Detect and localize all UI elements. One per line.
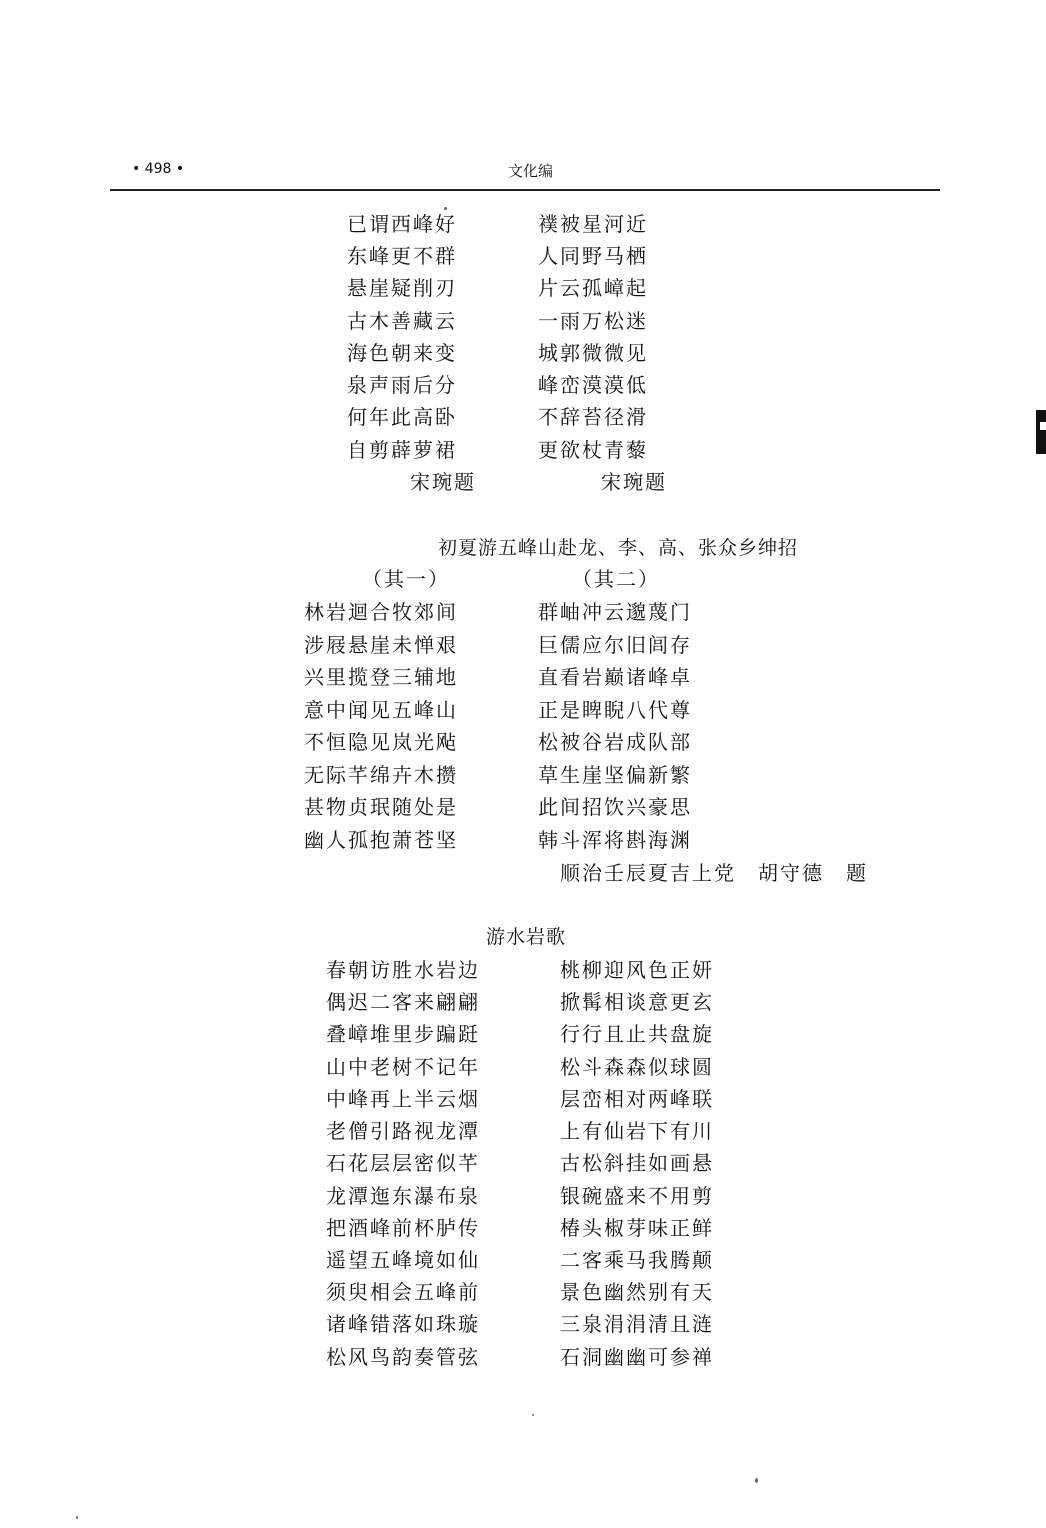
poem1-line: 泉声雨后分 bbox=[347, 373, 457, 397]
poem1-line: 海色朝来变 bbox=[347, 341, 457, 365]
poem3-line: 上有仙岩下有川 bbox=[560, 1119, 714, 1143]
poem3-line: 三泉涓涓清且涟 bbox=[560, 1312, 714, 1336]
poem1-line: 古木善藏云 bbox=[347, 309, 457, 333]
poem2-line: 正是睥睨八代尊 bbox=[538, 698, 692, 722]
poem2-line: 兴里揽登三辅地 bbox=[304, 665, 458, 689]
scan-speck bbox=[532, 1414, 534, 1416]
poem2-line: 不恒隐见岚光飐 bbox=[304, 730, 458, 754]
poem2-line: 无际芊绵卉木攒 bbox=[304, 763, 458, 787]
page-header bbox=[110, 155, 940, 191]
poem2-subtitle: （其二） bbox=[572, 567, 660, 591]
poem3-line: 春朝访胜水岩边 bbox=[326, 958, 480, 982]
page-number: • 498 • bbox=[132, 161, 185, 177]
poem3-line: 石洞幽幽可参禅 bbox=[560, 1345, 714, 1369]
poem2-line: 巨儒应尔旧闾存 bbox=[538, 633, 692, 657]
poem1-line: 一雨万松迷 bbox=[538, 309, 648, 333]
scan-speck bbox=[444, 207, 447, 210]
poem3-line: 石花层层密似芊 bbox=[326, 1151, 480, 1175]
poem1-line: 城郭微微见 bbox=[538, 341, 648, 365]
poem3-line: 诸峰错落如珠璇 bbox=[326, 1312, 480, 1336]
poem3-line: 把酒峰前杯胪传 bbox=[326, 1216, 480, 1240]
poem1-signature: 宋琬题 bbox=[410, 470, 476, 494]
poem1-line: 更欲杖青藜 bbox=[538, 438, 648, 462]
poem2-line: 涉屐悬崖未惮艰 bbox=[304, 633, 458, 657]
poem3-line: 松斗森森似球圆 bbox=[560, 1055, 714, 1079]
poem1-line: 襆被星河近 bbox=[538, 212, 648, 236]
poem3-line: 掀髯相谈意更玄 bbox=[560, 990, 714, 1014]
poem3-line: 龙潭迤东瀑布泉 bbox=[326, 1184, 480, 1208]
poem3-line: 叠嶂堆里步蹁跹 bbox=[326, 1022, 480, 1046]
poem3-line: 行行且止共盘旋 bbox=[560, 1022, 714, 1046]
poem3-title: 游水岩歌 bbox=[486, 926, 567, 948]
poem3-line: 层峦相对两峰联 bbox=[560, 1087, 714, 1111]
poem2-line: 韩斗浑将斟海渊 bbox=[538, 828, 692, 852]
poem1-line: 人同野马栖 bbox=[538, 244, 648, 268]
poem1-line: 自剪薜萝裙 bbox=[347, 438, 457, 462]
poem3-line: 松风鸟韵奏管弦 bbox=[326, 1345, 480, 1369]
scan-speck bbox=[755, 1478, 758, 1483]
poem3-line: 景色幽然别有天 bbox=[560, 1280, 714, 1304]
poem3-line: 中峰再上半云烟 bbox=[326, 1087, 480, 1111]
poem3-line: 山中老树不记年 bbox=[326, 1055, 480, 1079]
poem2-line: 此间招饮兴豪思 bbox=[538, 795, 692, 819]
poem3-line: 银碗盛来不用剪 bbox=[560, 1184, 714, 1208]
poem1-line: 东峰更不群 bbox=[347, 244, 457, 268]
poem3-line: 遥望五峰境如仙 bbox=[326, 1248, 480, 1272]
poem1-signature: 宋琬题 bbox=[601, 470, 667, 494]
poem2-line: 松被谷岩成队部 bbox=[538, 730, 692, 754]
poem2-line: 幽人孤抱萧苍坚 bbox=[304, 828, 458, 852]
edge-tab-mark bbox=[1036, 410, 1046, 454]
poem1-line: 何年此高卧 bbox=[347, 405, 457, 429]
poem2-line: 群岫冲云邈蔑门 bbox=[538, 600, 692, 624]
poem2-line: 林岩迴合牧郊间 bbox=[304, 600, 458, 624]
poem1-line: 峰峦漠漠低 bbox=[538, 373, 648, 397]
scan-speck bbox=[76, 1516, 78, 1519]
running-head: 文化编 bbox=[508, 162, 554, 180]
poem3-line: 桃柳迎风色正妍 bbox=[560, 958, 714, 982]
poem1-line: 悬崖疑削刃 bbox=[347, 276, 457, 300]
poem2-subtitle: （其一） bbox=[362, 567, 450, 591]
poem3-line: 偶迟二客来翩翩 bbox=[326, 990, 480, 1014]
poem2-line: 甚物贞珉随处是 bbox=[304, 795, 458, 819]
poem3-line: 须臾相会五峰前 bbox=[326, 1280, 480, 1304]
poem1-line: 不辞苔径滑 bbox=[538, 405, 648, 429]
poem3-line: 古松斜挂如画悬 bbox=[560, 1151, 714, 1175]
poem3-line: 二客乘马我腾颠 bbox=[560, 1248, 714, 1272]
poem1-line: 片云孤嶂起 bbox=[538, 276, 648, 300]
poem1-line: 已谓西峰好 bbox=[347, 212, 457, 236]
poem3-line: 椿头椒芽味正鲜 bbox=[560, 1216, 714, 1240]
poem2-signature: 顺治壬辰夏吉上党 胡守德 题 bbox=[560, 861, 868, 885]
poem2-title: 初夏游五峰山赴龙、李、高、张众乡绅招 bbox=[438, 537, 799, 559]
poem3-line: 老僧引路视龙潭 bbox=[326, 1119, 480, 1143]
poem2-line: 草生崖坚偏新繁 bbox=[538, 763, 692, 787]
poem2-line: 直看岩巅诸峰卓 bbox=[538, 665, 692, 689]
poem2-line: 意中闻见五峰山 bbox=[304, 698, 458, 722]
